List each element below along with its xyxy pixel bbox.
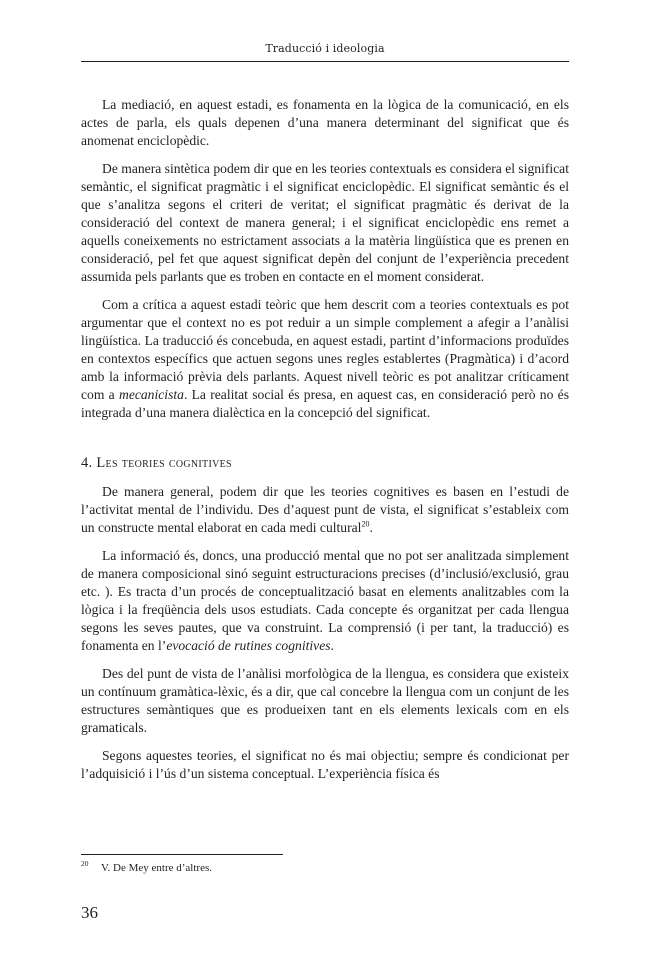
italic-term-rutines: evocació de rutines cognitives xyxy=(166,638,331,653)
paragraph-5 xyxy=(81,547,569,655)
italic-term-mecanicista: mecanicista xyxy=(119,387,184,402)
paragraph-6: Des del punt de vista de l’anàlisi morfològica de la llengua, es considera que existeix un contínuum gramàtica-lèxic, és a dir, que cal concebre la llengua com un conjunt de les estructures semàntiques que es produeixen tant en els elements lexicals com en els gramaticals. xyxy=(81,666,569,735)
paragraph-3-tail: . La realitat social és presa, en aquest cas, en consideració però no és integrada d’una manera dialèctica en la concepció del significat. xyxy=(81,387,569,420)
header-rule xyxy=(81,61,569,62)
paragraph-5-tail: . xyxy=(330,638,334,653)
paragraph-3-text: Com a crítica a aquest estadi teòric que hem descrit com a teories contextuals es pot argumentar que el context no es pot reduir a un simple complement a afegir a l’anàlisi lingüística. La traducció és concebuda, en aquest estadi, partint d’informacions produïdes en contextos específics que actuen segons unes regles establertes (Pragmàtica) i d’acord amb la informació prèvia dels parlants. Aquest nivell teòric es pot analitzar críticament com a xyxy=(81,297,569,402)
paragraph-3 xyxy=(81,296,569,422)
paragraph-4-tail: . xyxy=(369,520,373,535)
footnote-text: V. De Mey entre d’altres. xyxy=(101,862,212,874)
paragraph-5-text: La informació és, doncs, una producció mental que no pot ser analitzada simplement de manera composicional sinó seguint estructuracions precises (d’inclusió/exclusió, grau etc. ). Es tracta d’un procés de conceptualització basat en elements analitzables com la lògica i la freqüència dels usos estudiats. Cada concepte és organitzat per cada llengua segons les seves pautes, que va construint. La comprensió (i per tant, la traducció) es fonamenta en l’ xyxy=(81,548,569,653)
paragraph-1: La mediació, en aquest estadi, es fonamenta en la lògica de la comunicació, en els actes de parla, els quals depenen d’una manera determinant del significat que és anomenat enciclopèdic. xyxy=(81,97,569,148)
paragraph-7: Segons aquestes teories, el significat no és mai objectiu; sempre és condicionat per l’adquisició i l’ús d’un sistema conceptual. L’experiència física és xyxy=(81,748,569,781)
paragraph-4 xyxy=(81,483,569,537)
paragraph-2: De manera sintètica podem dir que en les teories contextuals es considera el significat semàntic, el significat pragmàtic i el significat enciclopèdic. El significat semàntic és el que s’analitza segons el criteri de veritat; el significat pragmàtic és derivat de la consideració del context de manera general; i el significat enciclopèdic ens remet a aquells coneixements no estrictament associats a la matèria lingüística que es prenen en consideració, pel fet que aquest significat depèn del conjunt de l’experiència precedent assumida pels parlants que es troben en contacte en el moment considerat. xyxy=(81,161,569,284)
paragraph-4-text: De manera general, podem dir que les teories cognitives es basen en l’estudi de l’activitat mental de l’individu. Des d’aquest punt de vista, el significat s’estableix com un constructe mental elaborat en cada medi cultural xyxy=(81,484,569,535)
page-number: 36 xyxy=(81,903,98,922)
section-heading: 4. Les teories cognitives xyxy=(81,455,232,471)
footnote: 20 V. De Mey entre d’altres. xyxy=(81,859,212,874)
footnote-reference[interactable]: 20 xyxy=(361,519,370,529)
running-head: Traducció i ideologia xyxy=(265,42,385,55)
body-text xyxy=(81,96,569,793)
footnote-rule xyxy=(81,854,283,855)
